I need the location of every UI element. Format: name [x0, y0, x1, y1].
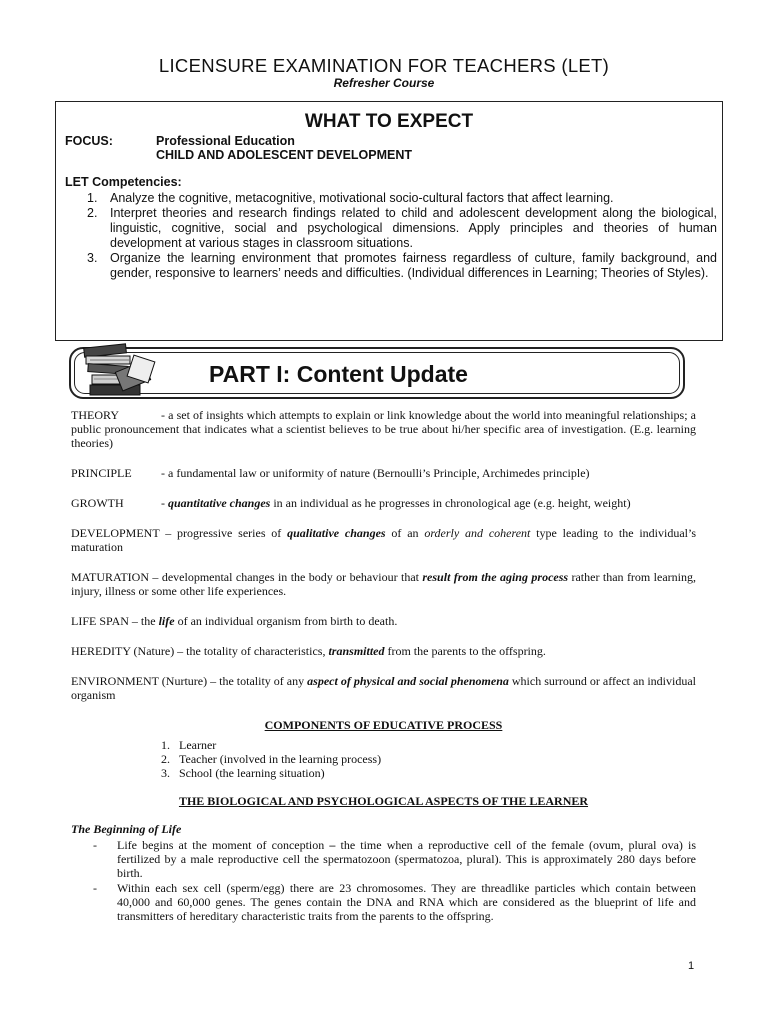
focus-row — [65, 134, 295, 148]
document-subtitle: Refresher Course — [333, 76, 435, 90]
beginning-of-life-heading: The Beginning of Life — [71, 822, 182, 836]
competencies-heading: LET Competencies: — [65, 175, 182, 189]
focus-row-2 — [65, 148, 412, 162]
definition-theory: THEORY - a set of insights which attempts to explain or link knowledge about the world into meaningful relationships; a public pronouncement that indicates what a scientist believes to be true about hi/her specific area of investigation. (E.g. learning theories) — [71, 408, 696, 450]
competencies-list — [65, 191, 717, 281]
competency-item: 1. Analyze the cognitive, metacognitive, motivational socio-cultural factors that affect learning. — [87, 191, 614, 205]
list-item: 1. Learner — [161, 738, 217, 752]
definition-heredity: HEREDITY (Nature) – the totality of characteristics, transmitted from the parents to the offspring. — [71, 644, 546, 658]
document-title: LICENSURE EXAMINATION FOR TEACHERS (LET) — [158, 55, 610, 76]
competency-item: 3. Organize the learning environment that promotes fairness regardless of culture, family background, and gender, responsive to learners’ needs and difficulties. (Individual differences in Learning; Theories of Styles). — [87, 251, 717, 280]
beginning-of-life-list — [71, 838, 696, 923]
focus-value-2: CHILD AND ADOLESCENT DEVELOPMENT — [156, 148, 413, 162]
aspects-heading: THE BIOLOGICAL AND PSYCHOLOGICAL ASPECTS OF THE LEARNER — [178, 794, 589, 808]
page-number: 1 — [688, 960, 695, 972]
definition-development: DEVELOPMENT – progressive series of qualitative changes of an orderly and coherent type leading to the individual’s maturation — [71, 526, 697, 554]
focus-label: FOCUS: — [65, 134, 113, 148]
what-to-expect-box — [55, 101, 723, 341]
definition-lifespan: LIFE SPAN – the life of an individual organism from birth to death. — [71, 614, 398, 628]
competency-item: 2. Interpret theories and research findings related to child and adolescent development along the biological, linguistic, cognitive, social and psychological dimensions. Apply principles and theories of human development at various stages in classroom situations. — [87, 206, 717, 250]
list-item: - Within each sex cell (sperm/egg) there are 23 chromosomes. They are threadlike particles which contain between 40,000 and 60,000 genes. The genes contain the DNA and RNA which are considered as the blueprint of life and transmitters of hereditary characteristic traits from the parents to the offspring. — [93, 881, 696, 923]
focus-value-1: Professional Education — [156, 134, 295, 148]
definition-maturation: MATURATION – developmental changes in the body or behaviour that result from the aging process rather than from learning, injury, illness or some other life experiences. — [71, 570, 696, 598]
definition-growth: GROWTH - quantitative changes in an individual as he progresses in chronological age (e.g. height, weight) — [71, 496, 631, 510]
components-heading: COMPONENTS OF EDUCATIVE PROCESS — [264, 718, 503, 732]
components-list — [71, 738, 696, 780]
list-item: - Life begins at the moment of conception – the time when a reproductive cell of the female (ovum, plural ova) is fertilized by a male reproductive cell the spermatozoon (spermatozoa, plural). This is approximately 280 days before birth. — [93, 838, 696, 880]
list-item: 3. School (the learning situation) — [161, 766, 325, 780]
part-title: PART I: Content Update — [209, 361, 468, 387]
definition-principle: PRINCIPLE - a fundamental law or uniformity of nature (Bernoulli’s Principle, Archimedes principle) — [71, 466, 590, 480]
books-icon — [82, 338, 164, 402]
what-to-expect-title: WHAT TO EXPECT — [304, 111, 474, 132]
list-item: 2. Teacher (involved in the learning process) — [161, 752, 382, 766]
definition-environment: ENVIRONMENT (Nurture) – the totality of any aspect of physical and social phenomena which surround or affect an individual organism — [71, 674, 697, 702]
content-body — [71, 408, 696, 924]
